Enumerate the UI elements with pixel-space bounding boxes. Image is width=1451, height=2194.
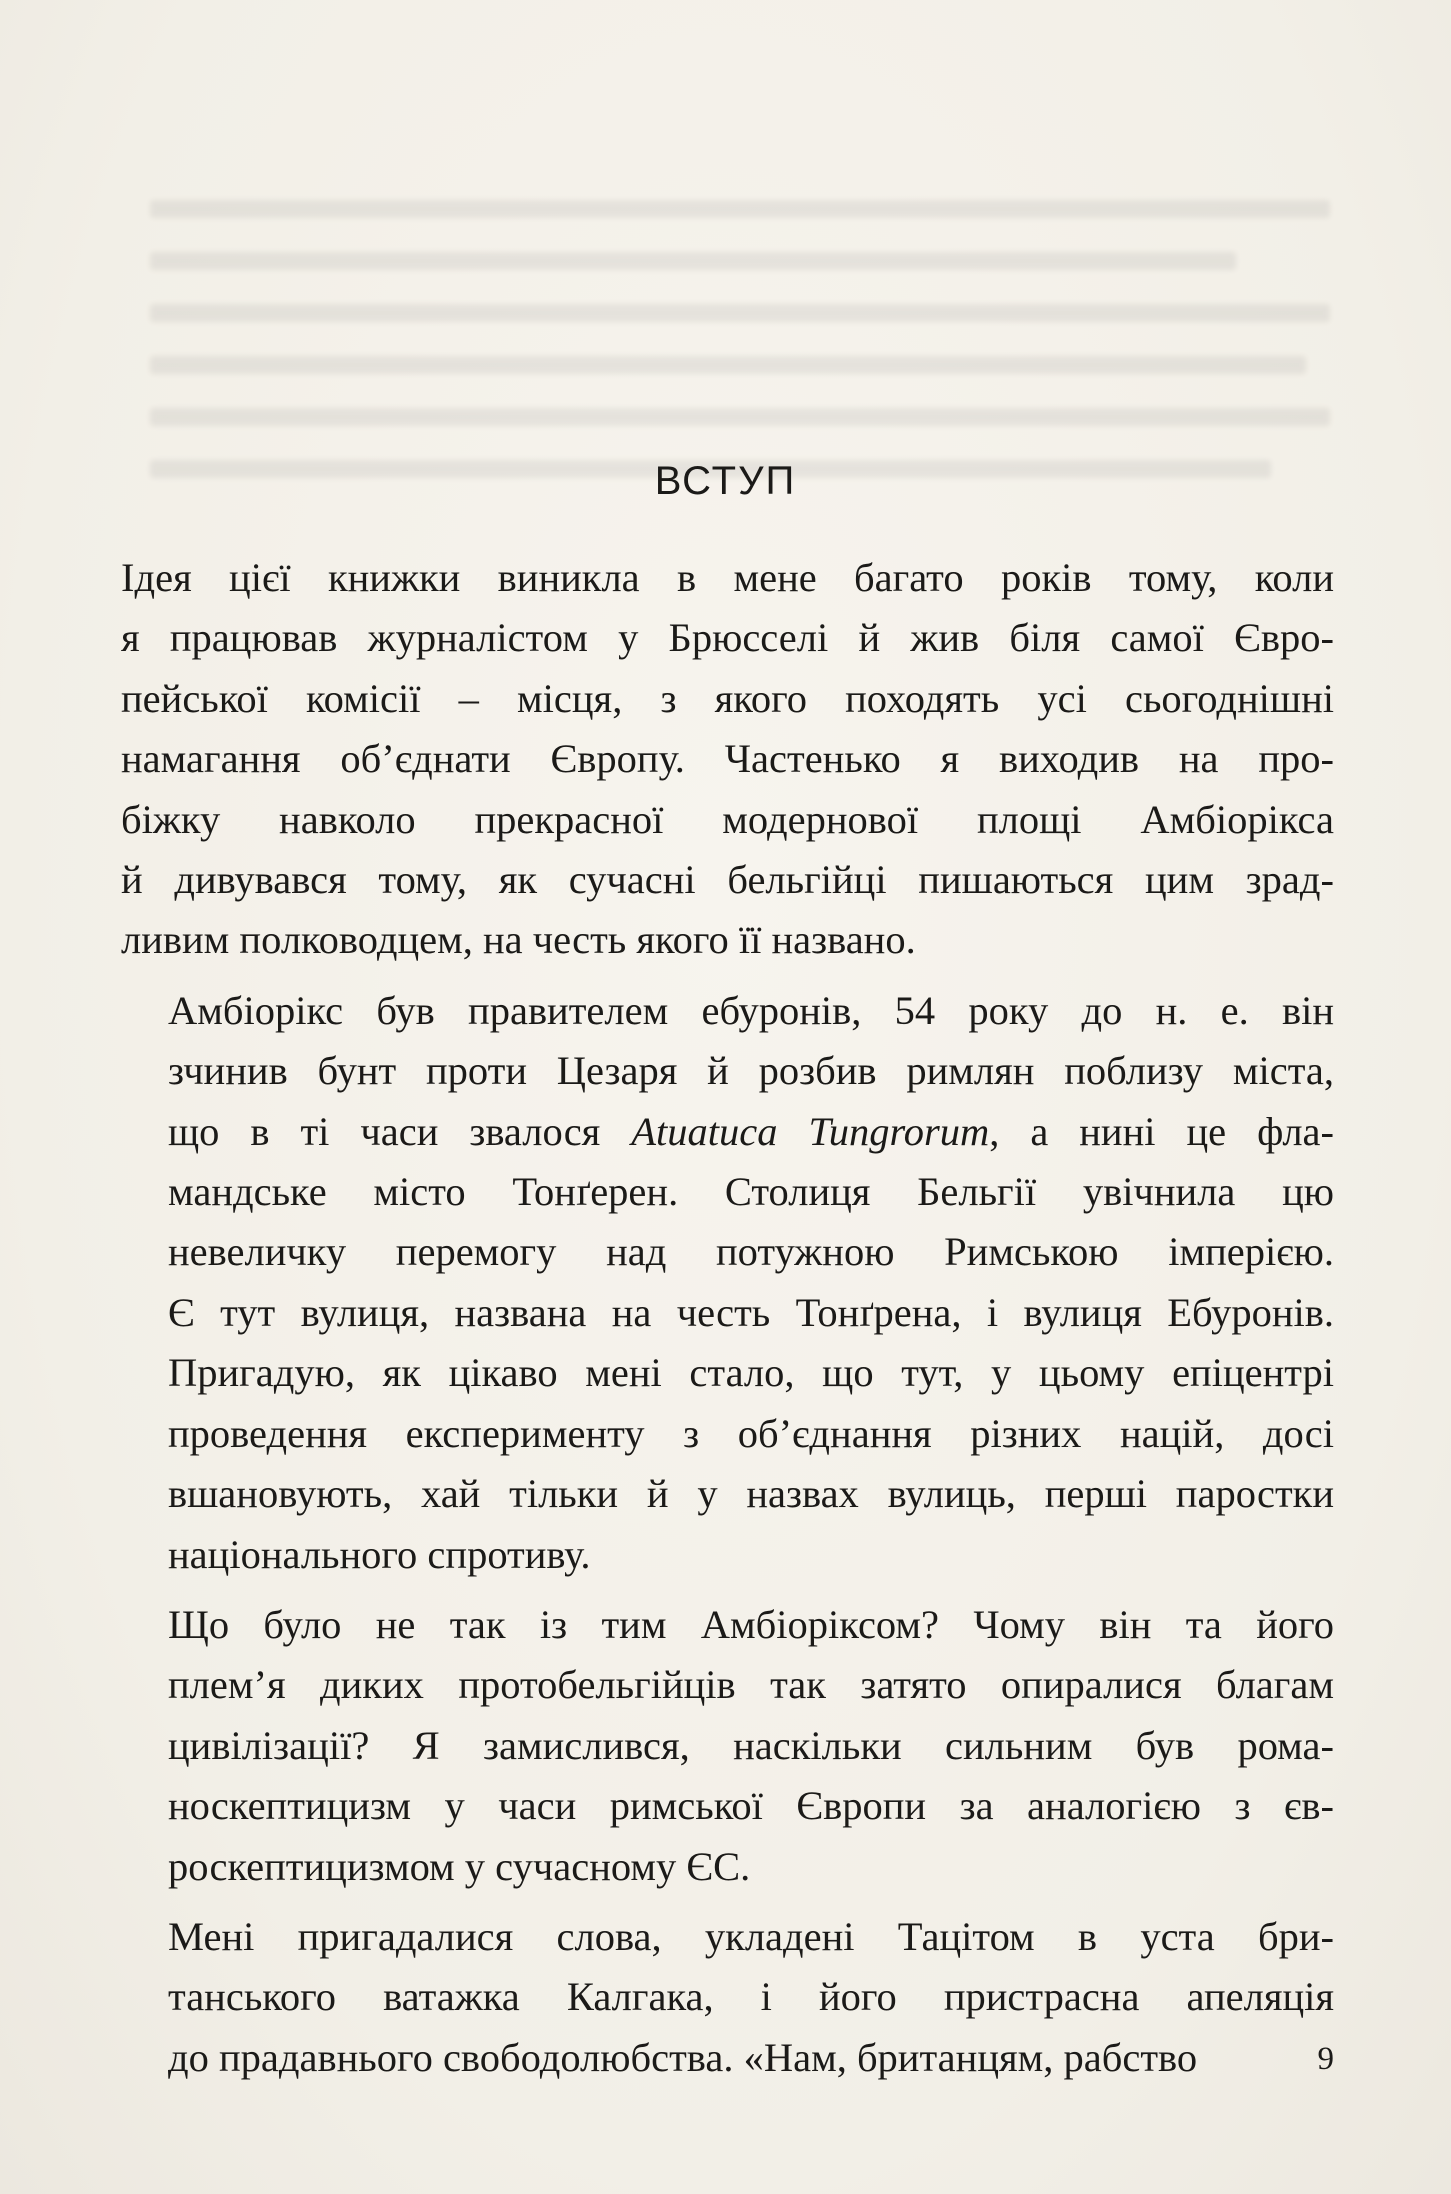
text-line: Що було не так із тим Амбіоріксом? Чому він та його (168, 1601, 1334, 1647)
text-line: до прадавнього свободолюбства. «Нам, британцям, рабство (168, 2034, 1198, 2080)
text-line: цивілізації? Я замислився, наскільки сильним був рома- (168, 1722, 1334, 1768)
text-line: танського ватажка Калгака, і його пристрасна апеляція (168, 1974, 1334, 2020)
paragraph (121, 548, 1334, 971)
paragraph (121, 1595, 1334, 1897)
text-line: Амбіорікс був правителем ебуронів, 54 року до н. е. він (168, 987, 1334, 1033)
text-line: проведення експерименту з об’єднання різних націй, досі (168, 1410, 1334, 1456)
paragraph (121, 1907, 1334, 2088)
body-text (121, 548, 1334, 2088)
text-line: Ідея цієї книжки виникла в мене багато років тому, коли (121, 555, 1334, 600)
text-line: зчинив бунт проти Цезаря й розбив римлян поблизу міста, (168, 1048, 1334, 1094)
text-line: я працював журналістом у Брюсселі й жив біля самої Євро- (121, 615, 1334, 661)
text-line: що в ті часи звалося Atuatuca Tungrorum, а нині це фла- (168, 1108, 1334, 1154)
text-line: плем’я диких протобельгійців так затято опиралися благам (168, 1662, 1334, 1708)
text-line: роскептицизмом у сучасному ЄС. (168, 1843, 751, 1889)
text-line: невеличку перемогу над потужною Римською імперією. (168, 1229, 1334, 1275)
text-line: біжку навколо прекрасної модернової площі Амбіорікса (121, 796, 1334, 842)
text-line: пейської комісії – місця, з якого походять усі сьогоднішні (121, 675, 1334, 721)
text-line: національного спротиву. (168, 1531, 591, 1577)
paragraph (121, 981, 1334, 1585)
chapter-heading: ВСТУП (654, 458, 797, 503)
text-line: мандське місто Тонґерен. Столиця Бельгії увічнила цю (168, 1169, 1334, 1215)
text-line: носкептицизм у часи римської Європи за аналогією з єв- (168, 1783, 1334, 1829)
text-line: Пригадую, як цікаво мені стало, що тут, у цьому епіцентрі (168, 1350, 1334, 1396)
text-line: Є тут вулиця, названа на честь Тонґрена, і вулиця Ебуронів. (168, 1289, 1334, 1335)
text-line: ливим полководцем, на честь якого її названо. (121, 917, 916, 963)
text-line: намагання об’єднати Європу. Частенько я виходив на про- (121, 736, 1334, 782)
show-through-texture (150, 200, 1330, 560)
text-line: вшановують, хай тільки й у назвах вулиць, перші паростки (168, 1471, 1334, 1517)
page-number: 9 (1317, 2041, 1334, 2077)
latin-place-name: Atuatuca Tungrorum (631, 1108, 990, 1154)
text-line: й дивувався тому, як сучасні бельгійці пишаються цим зрад- (121, 857, 1334, 903)
text-line: Мені пригадалися слова, укладені Тацітом в уста бри- (168, 1913, 1334, 1959)
